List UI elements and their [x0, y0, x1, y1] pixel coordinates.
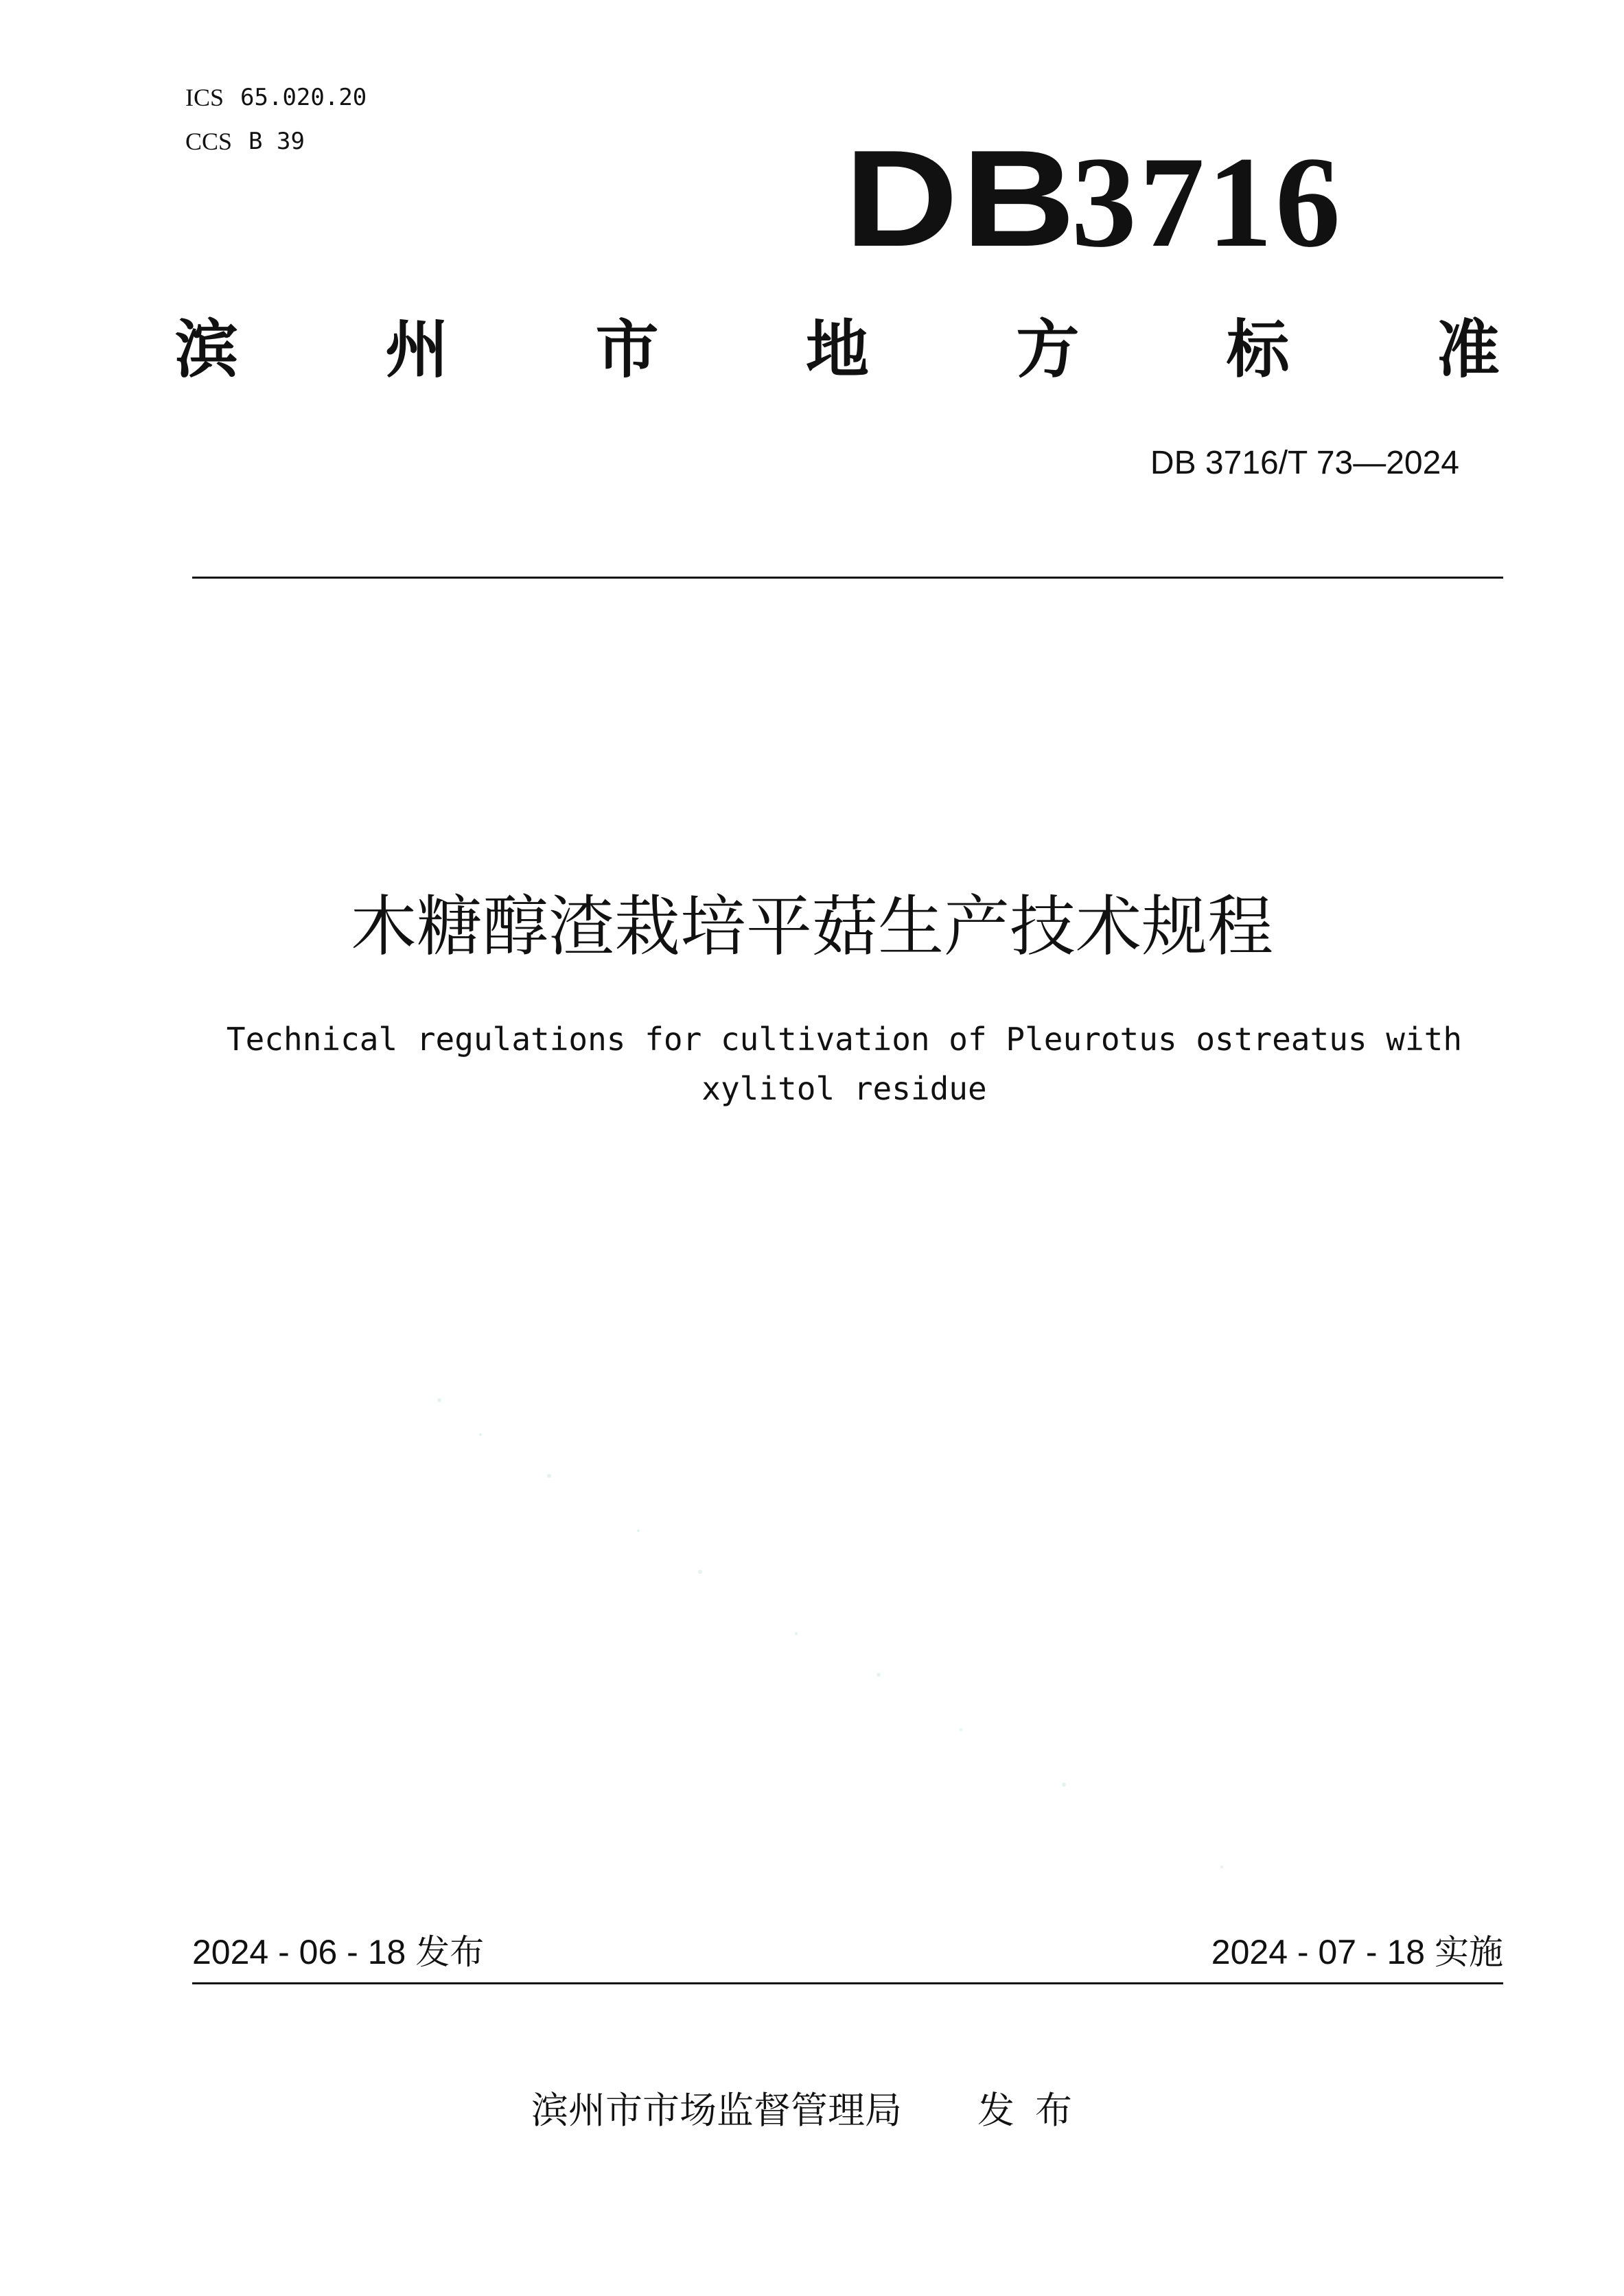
heading-char: 州: [385, 313, 449, 386]
heading-char: 滨: [175, 313, 239, 386]
heading-char: 准: [1436, 313, 1500, 386]
document-title-zh: 木糖醇渣栽培平菇生产技术规程: [351, 888, 1273, 965]
logo-db: DB: [844, 122, 1079, 275]
issuer-action: 发布: [977, 2089, 1093, 2132]
heading-char: 地: [805, 313, 869, 386]
bottom-divider: [192, 1982, 1503, 1984]
heading-char: 市: [595, 313, 659, 386]
ccs-value: B 39: [248, 128, 305, 155]
ics-label: ICS: [185, 84, 224, 111]
ics-value: 65.020.20: [240, 84, 367, 111]
logo-number: 3716: [1071, 130, 1343, 275]
ccs-label: CCS: [185, 128, 233, 155]
standard-number: DB 3716/T 73—2024: [1150, 445, 1459, 481]
title-en-line-2: xylitol residue: [701, 1070, 987, 1107]
issuing-authority: [0, 2087, 1624, 2135]
issue-date: 2024 - 06 - 18 发布: [192, 1933, 485, 1971]
heading-char: 方: [1016, 313, 1080, 386]
title-en-line-1: Technical regulations for cultivation of Pleurotus ostreatus with: [226, 1021, 1463, 1058]
heading-char: 标: [1226, 313, 1290, 386]
issuer-name: 滨州市市场监督管理局: [531, 2089, 902, 2132]
implementation-date: 2024 - 07 - 18 实施: [1211, 1933, 1503, 1971]
